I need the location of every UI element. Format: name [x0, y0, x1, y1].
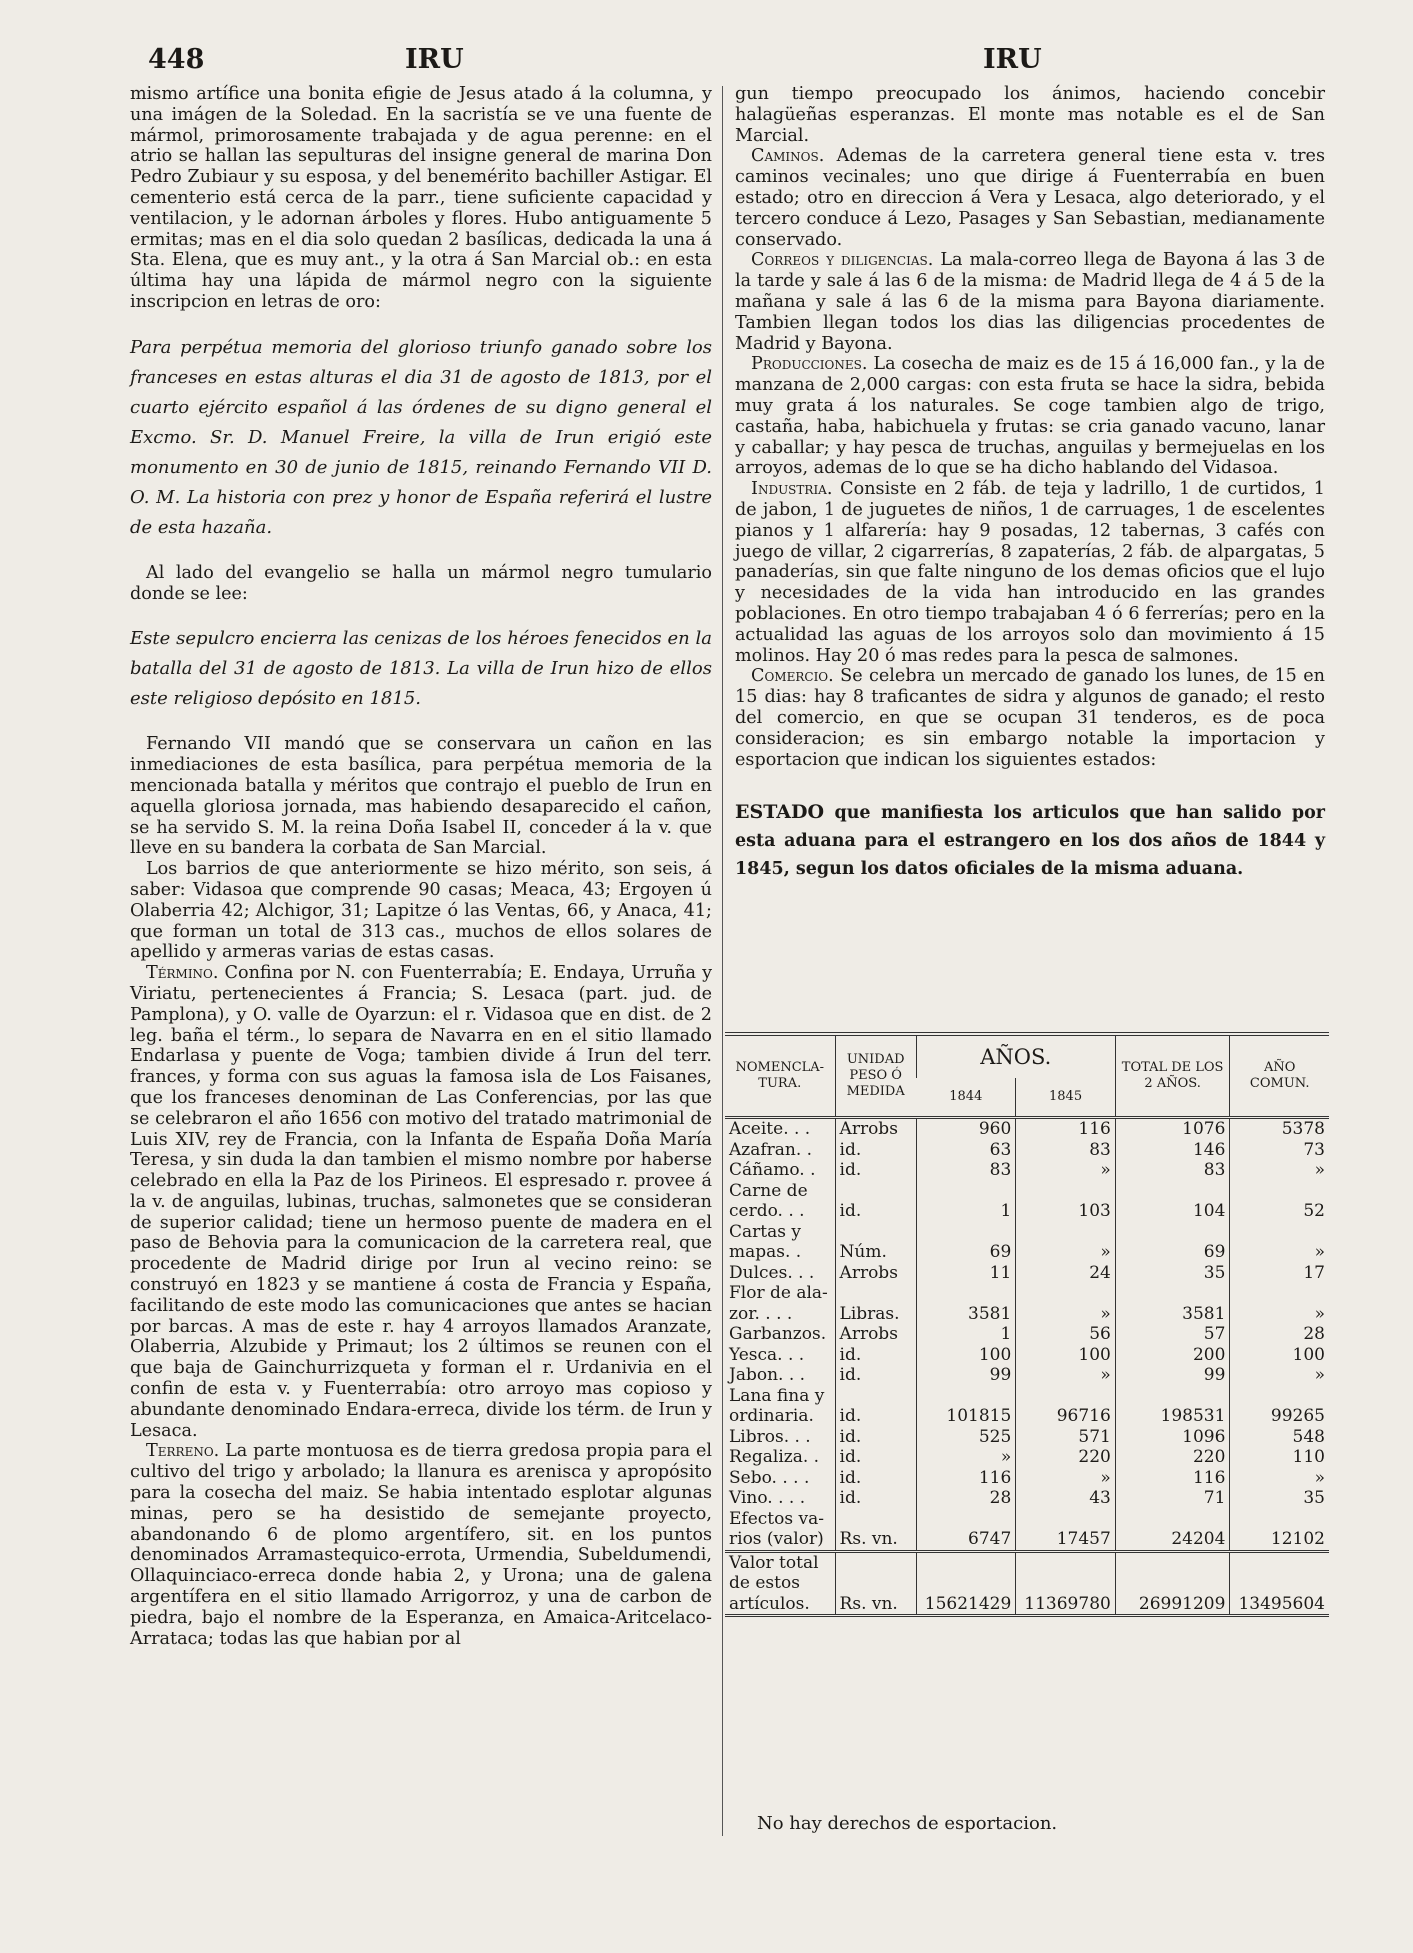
cell-1844: 960: [916, 1119, 1016, 1140]
header-comun: AÑO COMUN.: [1230, 1034, 1329, 1118]
cell-1844: 69: [916, 1222, 1016, 1263]
cell-nomenclatura: [725, 1345, 835, 1366]
cell-1844: 63: [916, 1140, 1016, 1161]
section-text: La cosecha de maiz es de 15 á 16,000 fan., y la de manzana de 2,000 cargas: con esta fruta se hace la sidra, bebida muy grata á los naturales. Se coge tambien algo de trigo, castaña, haba, habichuela y frutas: se cria ganado vacuno, lanar y caballar; y hay pesca de truchas, anguilas y bermejuelas en los arroyos, ademas de lo que se ha dicho hablando del Vidasoa.: [735, 354, 1326, 479]
cell-unidad: Arrobs: [835, 1263, 916, 1284]
inscription-quote: Para perpétua memoria del glorioso triunfo ganado sobre los franceses en estas alturas el dia 31 de agosto de 1813, por el cuarto ejército español á las órdenes de su digno general el Excmo. Sr. D. Manuel Freire, la villa de Irun erigió este monumento en 30 de junio de 1815, reinando Fernando VII D. O. M. La historia con prez y honor de España referirá el lustre de esta hazaña.: [130, 336, 712, 538]
cell-1845: 571: [1016, 1427, 1116, 1448]
cell-comun: »: [1230, 1468, 1329, 1489]
cell-unidad: Libras.: [835, 1283, 916, 1324]
table-row: [725, 1365, 1329, 1386]
cell-comun: 17: [1230, 1263, 1329, 1284]
estado-title: ESTADO: [735, 801, 825, 824]
section-label: Comercio.: [751, 666, 834, 687]
header-nomenclatura: NOMENCLA-TURA.: [725, 1034, 835, 1118]
cell-1844: 83: [916, 1160, 1016, 1181]
cell-total: 3581: [1115, 1283, 1230, 1324]
table-total-row: [725, 1551, 1329, 1616]
cell-nomenclatura: [725, 1427, 835, 1448]
cell-total: 116: [1115, 1468, 1230, 1489]
cell-total: 57: [1115, 1324, 1230, 1345]
cell-1845: 17457: [1016, 1509, 1116, 1552]
cell-line: Jabon. . .: [729, 1365, 806, 1385]
section-label: Término.: [146, 963, 219, 984]
cell-total: 35: [1115, 1263, 1230, 1284]
section-label: Correos y diligencias.: [751, 250, 934, 271]
cell-line: Azafran. .: [729, 1139, 813, 1160]
cell-1844: 3581: [916, 1283, 1016, 1324]
paragraph: Los barrios de que anteriormente se hizo mérito, son seis, á saber: Vidasoa que comprende 90 casas; Meaca, 43; Ergoyen ú Olaberria 42; Alchigor, 31; Lapitze ó las Ventas, 66, y Anaca, 41; que forman un total de 313 cas., muchos de ellos solares de apellido y armeras varias de estas casas.: [130, 859, 712, 963]
cell-unidad: id.: [835, 1427, 916, 1448]
cell-1844: 525: [916, 1427, 1016, 1448]
cell-line: Efectos va-: [729, 1508, 824, 1529]
running-head-left: IRU: [405, 44, 464, 75]
cell-unidad: Núm.: [835, 1222, 916, 1263]
cell-1844: 28: [916, 1488, 1016, 1509]
caminos-paragraph: [735, 146, 1325, 250]
cell-total: 26991209: [1115, 1551, 1230, 1616]
cell-comun: 548: [1230, 1427, 1329, 1448]
cell-line: Dulces. . .: [729, 1262, 815, 1283]
cell-line: Sebo. . . .: [729, 1467, 810, 1488]
table-row: [725, 1345, 1329, 1366]
cell-unidad: id.: [835, 1140, 916, 1161]
section-label: Terreno.: [146, 1441, 220, 1462]
export-table: [725, 1032, 1329, 1617]
table-row: [725, 1427, 1329, 1448]
cell-line: Lana fina y: [729, 1385, 825, 1406]
cell-line: rios (valor): [729, 1529, 824, 1549]
cell-comun: »: [1230, 1283, 1329, 1324]
table-row: [725, 1509, 1329, 1552]
cell-1845: »: [1016, 1468, 1116, 1489]
cell-total: 69: [1115, 1222, 1230, 1263]
cell-unidad: id.: [835, 1447, 916, 1468]
cell-total: 200: [1115, 1345, 1230, 1366]
cell-unidad: Arrobs: [835, 1324, 916, 1345]
cell-nomenclatura: [725, 1386, 835, 1427]
cell-line: Cáñamo. .: [729, 1160, 816, 1180]
column-divider: [722, 86, 723, 1836]
producciones-paragraph: [735, 354, 1325, 479]
cell-line: Regaliza. .: [729, 1447, 820, 1467]
cell-unidad: id.: [835, 1181, 916, 1222]
paragraph: Al lado del evangelio se halla un mármol negro tumulario donde se lee:: [130, 562, 712, 604]
cell-line: Valor total: [729, 1552, 819, 1573]
cell-1844: 11: [916, 1263, 1016, 1284]
cell-nomenclatura: [725, 1468, 835, 1489]
cell-1845: 11369780: [1016, 1551, 1116, 1616]
section-label: Producciones.: [751, 354, 868, 375]
cell-line: Libros. . .: [729, 1426, 811, 1447]
cell-nomenclatura: [725, 1119, 835, 1140]
sepulcro-quote: Este sepulcro encierra las cenizas de los héroes fenecidos en la batalla del 31 de agosto de 1813. La villa de Irun hizo de ellos este religioso depósito en 1815.: [130, 628, 712, 710]
cell-line: Aceite. . .: [729, 1119, 811, 1139]
cell-unidad: id.: [835, 1160, 916, 1181]
section-text: La parte montuosa es de tierra gredosa propia para el cultivo del trigo y arbolado; la llanura es arenisca y apropósito para la cosecha del maiz. Se habia intentado esplotar algunas minas, pero se ha desistido de semejante proyecto, abandonando 6 de plomo argentífero, sit. en los puntos denominados Arramastequico-errota, Urmendia, Subeldumendi, Ollaquinciaco-erreca donde habia 2, y Urona; una de galena argentífera en el sitio llamado Arrigorroz, y una de carbon de piedra, bajo el nombre de la Esperanza, en Amaica-Aritcelaco-Arrataca; todas las que habian por al: [130, 1441, 713, 1649]
cell-line: Vino. . . .: [729, 1488, 806, 1508]
table-row: [725, 1119, 1329, 1140]
cell-unidad: Rs. vn.: [835, 1509, 916, 1552]
cell-nomenclatura: [725, 1551, 835, 1616]
cell-nomenclatura: [725, 1160, 835, 1181]
cell-1845: 56: [1016, 1324, 1116, 1345]
cell-1844: 6747: [916, 1509, 1016, 1552]
cell-line: Flor de ala-: [729, 1283, 828, 1303]
cell-1845: 96716: [1016, 1386, 1116, 1427]
paragraph: gun tiempo preocupado los ánimos, haciendo concebir halagüeñas esperanzas. El monte mas notable es el de San Marcial.: [735, 84, 1325, 146]
cell-nomenclatura: [725, 1488, 835, 1509]
cell-comun: 110: [1230, 1447, 1329, 1468]
cell-unidad: id.: [835, 1488, 916, 1509]
cell-1844: »: [916, 1447, 1016, 1468]
footnote: No hay derechos de esportacion.: [757, 1813, 1058, 1834]
cell-1844: 1: [916, 1181, 1016, 1222]
cell-1845: 116: [1016, 1119, 1116, 1140]
cell-line: ordinaria.: [729, 1406, 814, 1426]
cell-1845: 220: [1016, 1447, 1116, 1468]
cell-1845: 100: [1016, 1345, 1116, 1366]
cell-comun: 13495604: [1230, 1551, 1329, 1616]
cell-line: Garbanzos.: [729, 1324, 827, 1344]
cell-nomenclatura: [725, 1283, 835, 1324]
section-label: Caminos.: [751, 146, 825, 167]
cell-total: 1076: [1115, 1119, 1230, 1140]
paragraph: Fernando VII mandó que se conservara un cañon en las inmediaciones de esta basílica, para perpétua memoria de la mencionada batalla y méritos que contrajo el pueblo de Irun en aquella gloriosa jornada, mas habiendo desaparecido el cañon, se ha servido S. M. la reina Doña Isabel II, conceder á la v. que lleve en su bandera la corbata de San Marcial.: [130, 734, 712, 859]
cell-1845: »: [1016, 1222, 1116, 1263]
table-row: [725, 1222, 1329, 1263]
cell-1845: 24: [1016, 1263, 1116, 1284]
terreno-paragraph: [130, 1441, 712, 1649]
cell-total: 71: [1115, 1488, 1230, 1509]
cell-1844: 99: [916, 1365, 1016, 1386]
header-unidad: UNIDAD PESO Ó MEDIDA: [835, 1034, 916, 1118]
table-header-row: [725, 1034, 1329, 1078]
cell-1844: 116: [916, 1468, 1016, 1489]
cell-unidad: id.: [835, 1386, 916, 1427]
cell-comun: 100: [1230, 1345, 1329, 1366]
header-1844: 1844: [949, 1089, 983, 1104]
cell-comun: 5378: [1230, 1119, 1329, 1140]
cell-total: 24204: [1115, 1509, 1230, 1552]
cell-1844: 1: [916, 1324, 1016, 1345]
table-row: [725, 1488, 1329, 1509]
section-text: Consiste en 2 fáb. de teja y ladrillo, 1 de curtidos, 1 de jabon, 1 de juguetes de niños, 1 de carruages, 1 de escelentes pianos y 1 alfarería: hay 9 posadas, 12 tabernas, 3 cafés con juego de villar, 2 cigarrerías, 8 zapaterías, 2 fáb. de alpargatas, 5 panaderías, sin que falte ninguno de los demas oficios que el lujo y necesidades de la vida han introducido en las grandes poblaciones. En otro tiempo trabajaban 4 ó 6 ferrerías; pero en la actualidad las aguas de los arroyos solo dan movimiento á 15 molinos. Hay 20 ó mas redes para la pesca de salmones.: [735, 479, 1326, 666]
cell-comun: »: [1230, 1222, 1329, 1263]
section-text: Se celebra un mercado de ganado los lunes, de 15 en 15 dias: hay 8 traficantes de sidra y algunos de ganado; el resto del comercio, en que se ocupan 31 tenderos, es de poca consideracion; es sin embargo notable la importacion y esportacion que indican los siguientes estados:: [735, 666, 1326, 770]
section-text: Ademas de la carretera general tiene esta v. tres caminos vecinales; uno que dirige á Fuenterrabía en buen estado; otro en direccion á Vera y Lesaca, algo deteriorado, y el tercero conduce á Lezo, Pasages y San Sebastian, medianamente conservado.: [735, 146, 1326, 250]
cell-comun: 28: [1230, 1324, 1329, 1345]
cell-comun: 73: [1230, 1140, 1329, 1161]
cell-nomenclatura: [725, 1324, 835, 1345]
section-text: La mala-correo llega de Bayona á las 3 de la tarde y sale á las 6 de la misma: de Madrid llega de 4 á 5 de la mañana y sale á las 6 de la misma para Bayona diariamente. Tambien llegan todos los dias las diligencias procedentes de Madrid y Bayona.: [735, 250, 1325, 354]
termino-paragraph: [130, 963, 712, 1441]
left-column: [130, 84, 712, 1649]
cell-1845: 83: [1016, 1140, 1116, 1161]
header-1845: 1845: [1016, 1078, 1116, 1118]
cell-unidad: Arrobs: [835, 1119, 916, 1140]
cell-nomenclatura: [725, 1222, 835, 1263]
cell-line: cerdo. . .: [729, 1201, 805, 1221]
industria-paragraph: [735, 479, 1325, 666]
cell-comun: 99265: [1230, 1386, 1329, 1427]
running-head-right: IRU: [983, 44, 1042, 75]
cell-nomenclatura: [725, 1263, 835, 1284]
cell-comun: »: [1230, 1160, 1329, 1181]
table-row: [725, 1263, 1329, 1284]
cell-total: 198531: [1115, 1386, 1230, 1427]
cell-total: 146: [1115, 1140, 1230, 1161]
cell-1845: »: [1016, 1365, 1116, 1386]
header-total: TOTAL DE LOS 2 AÑOS.: [1115, 1034, 1230, 1118]
cell-line: de estos: [729, 1573, 800, 1593]
cell-unidad: id.: [835, 1345, 916, 1366]
cell-line: artículos.: [729, 1593, 810, 1614]
cell-comun: »: [1230, 1365, 1329, 1386]
table-row: [725, 1160, 1329, 1181]
cell-total: 99: [1115, 1365, 1230, 1386]
table-row: [725, 1181, 1329, 1222]
header-anos: AÑOS.: [916, 1034, 1115, 1078]
cell-comun: 52: [1230, 1181, 1329, 1222]
right-column: [735, 84, 1325, 883]
cell-total: 104: [1115, 1181, 1230, 1222]
cell-1844: 101815: [916, 1386, 1016, 1427]
table-row: [725, 1468, 1329, 1489]
cell-line: Cartas y: [729, 1221, 801, 1242]
estado-heading: [735, 798, 1325, 883]
cell-total: 220: [1115, 1447, 1230, 1468]
cell-line: Yesca. . .: [729, 1344, 805, 1365]
cell-total: 1096: [1115, 1427, 1230, 1448]
table-row: [725, 1324, 1329, 1345]
cell-nomenclatura: [725, 1509, 835, 1552]
section-label: Industria.: [751, 479, 833, 500]
cell-unidad: Rs. vn.: [835, 1551, 916, 1616]
cell-line: zor. . . .: [729, 1303, 793, 1324]
comercio-paragraph: [735, 666, 1325, 770]
cell-unidad: id.: [835, 1365, 916, 1386]
page-number: 448: [148, 44, 205, 75]
cell-1845: 103: [1016, 1181, 1116, 1222]
correos-paragraph: [735, 250, 1325, 354]
section-text: Confina por N. con Fuenterrabía; E. Endaya, Urruña y Viriatu, pertenecientes á Francia; S. Lesaca (part. jud. de Pamplona), y O. valle de Oyarzun: el r. Vidasoa que en dist. de 2 leg. baña el térm., lo separa de Navarra en en el sitio llamado Endarlasa y puente de Voga; tambien divide á Irun del terr. frances, y forma con sus aguas la famosa isla de Los Faisanes, que los franceses denominan de Las Conferencias, por las que se celebraron el año 1656 con motivo del tratado matrimonial de Luis XIV, rey de Francia, con la Infanta de España Doña María Teresa, y sin duda la dan tambien el mismo nombre por haberse celebrado en ella la Paz de los Pirineos. El espresado r. provee á la v. de anguilas, lubinas, truchas, salmonetes que se consideran de superior calidad; tiene un hermoso puente de madera en el paso de Behovia para la comunicacion de la carretera real, que procedente de Madrid dirige por Irun al vecino reino: se construyó en 1823 y se mantiene á costa de Francia y España, facilitando de este modo las comunicaciones que antes se hacian por barcas. A mas de este r. hay 4 arroyos llamados Aranzate, Olaberria, Alzubide y Primaut; los 2 últimos se reunen con el que baja de Gainchurrizqueta y forman el r. Urdanivia en el confin de esta v. y Fuenterrabía: otro arroyo mas copioso y abundante denominado Endara-erreca, divide los térm. de Irun y Lesaca.: [130, 963, 713, 1441]
table-row: [725, 1283, 1329, 1324]
table-body: [725, 1119, 1329, 1616]
cell-1845: »: [1016, 1283, 1116, 1324]
estado-text: que manifiesta los articulos que han salido por esta aduana para el estrangero en los dos años de 1844 y 1845, segun los datos oficiales de la misma aduana.: [735, 803, 1325, 880]
table-row: [725, 1386, 1329, 1427]
cell-1844: 15621429: [916, 1551, 1016, 1616]
cell-unidad: id.: [835, 1468, 916, 1489]
table-row: [725, 1140, 1329, 1161]
cell-1845: »: [1016, 1160, 1116, 1181]
cell-total: 83: [1115, 1160, 1230, 1181]
cell-1844: 100: [916, 1345, 1016, 1366]
cell-nomenclatura: [725, 1140, 835, 1161]
cell-comun: 35: [1230, 1488, 1329, 1509]
table-row: [725, 1447, 1329, 1468]
cell-nomenclatura: [725, 1365, 835, 1386]
cell-comun: 12102: [1230, 1509, 1329, 1552]
cell-line: Carne de: [729, 1180, 808, 1201]
cell-line: mapas. .: [729, 1242, 802, 1262]
cell-1845: 43: [1016, 1488, 1116, 1509]
cell-nomenclatura: [725, 1447, 835, 1468]
paragraph: mismo artífice una bonita efigie de Jesus atado á la columna, y una imágen de la Soledad. En la sacristía se ve una fuente de mármol, primorosamente trabajada y de agua perenne: en el atrio se hallan las sepulturas del insigne general de marina Don Pedro Zubiaur y su esposa, y del benemérito bachiller Astigar. El cementerio está cerca de la parr., tiene suficiente capacidad y ventilacion, y le adornan árboles y flores. Hubo antiguamente 5 ermitas; mas en el dia solo quedan 2 basílicas, dedicada la una á Sta. Elena, que es muy ant., y la otra á San Marcial ob.: en esta última hay una lápida de mármol negro con la siguiente inscripcion en letras de oro:: [130, 84, 712, 312]
cell-nomenclatura: [725, 1181, 835, 1222]
